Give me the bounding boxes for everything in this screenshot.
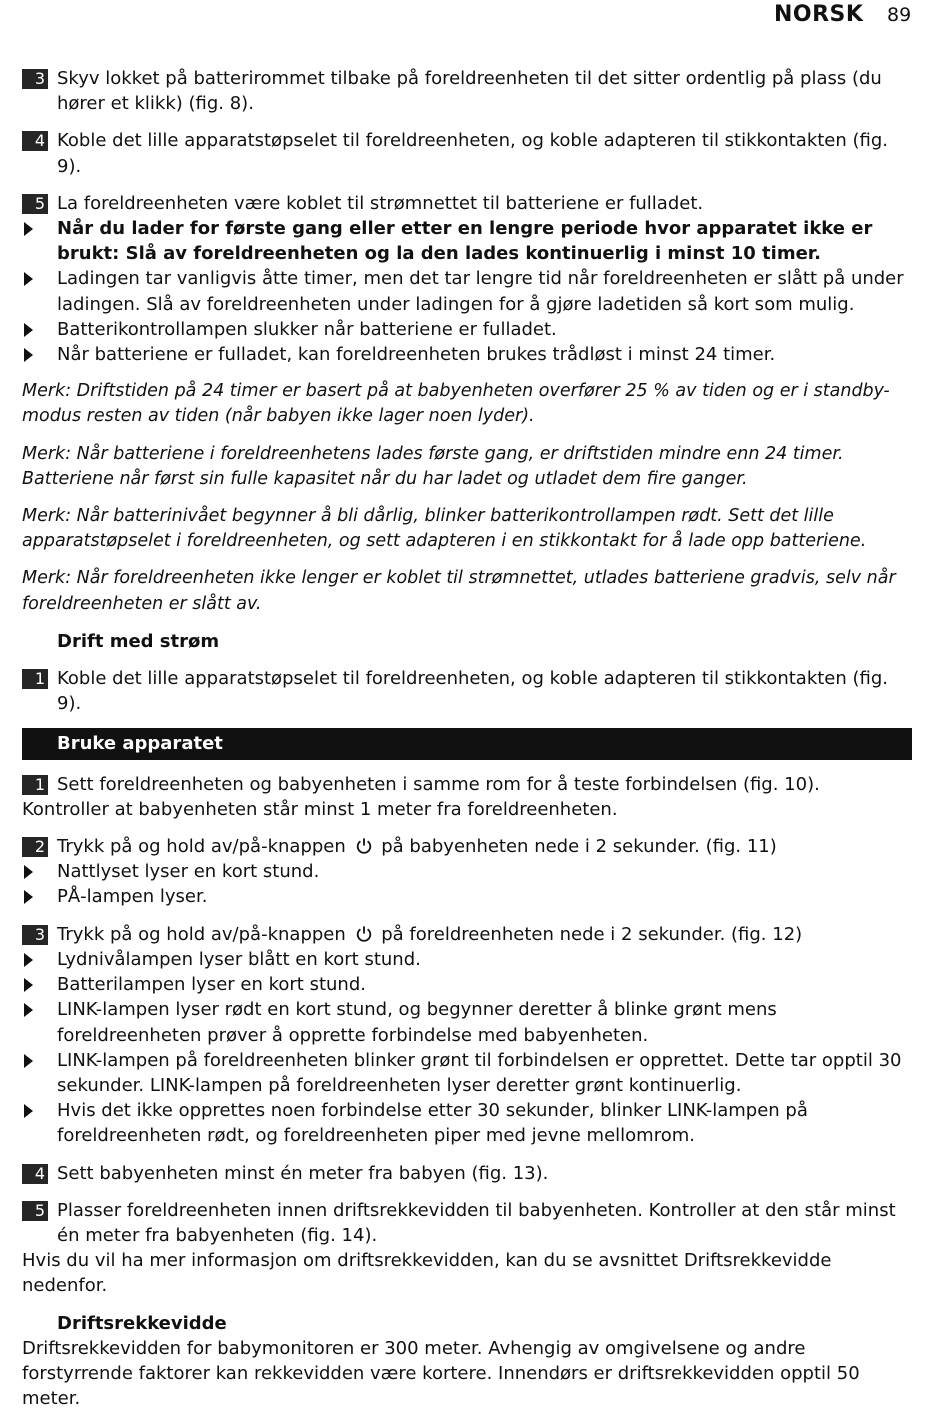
triangle-bullet-icon xyxy=(24,1003,33,1017)
note-operating-time: Merk: Driftstiden på 24 timer er basert på at babyenheten overfører 25 % av tiden og er i standby-modus resten av tiden (når babyen ikke lager noen lyder). xyxy=(22,381,890,427)
step-text: Skyv lokket på batterirommet tilbake på foreldreenheten til det sitter ordentlig på plass (du hører et klikk) (fig. 8). xyxy=(57,68,882,115)
use-step-2 xyxy=(22,834,914,859)
bullet-text: Batterilampen lyser en kort stund. xyxy=(57,974,366,996)
list-item xyxy=(22,884,914,909)
bullet-text: Ladingen tar vanligvis åtte timer, men det tar lengre tid når foreldreenheten er slått på under ladingen. Slå av foreldreenheten under ladingen for å gjøre ladetiden så kort som mulig. xyxy=(57,268,904,315)
list-item xyxy=(22,216,914,266)
triangle-bullet-icon xyxy=(24,953,33,967)
use-step-1-note: Kontroller at babyenheten står minst 1 meter fra foreldreenheten. xyxy=(22,798,618,820)
bullet-text: Når batteriene er fulladet, kan foreldreenheten brukes trådløst i minst 24 timer. xyxy=(57,344,776,366)
triangle-bullet-icon xyxy=(24,1054,33,1068)
subheading-drift: Drift med strøm xyxy=(57,630,220,652)
use-step-2-bullets xyxy=(22,859,914,909)
note-discharge: Merk: Når foreldreenheten ikke lenger er koblet til strømnettet, utlades batteriene gradvis, selv når foreldreenheten er slått av. xyxy=(22,568,896,614)
step-number: 4 xyxy=(22,131,48,151)
triangle-bullet-icon xyxy=(24,978,33,992)
page-content xyxy=(22,66,914,1411)
step-number: 5 xyxy=(22,194,48,214)
bullet-text: Når du lader for første gang eller etter en lengre periode hvor apparatet ikke er brukt: Slå av foreldreenheten og la den lades kontinuerlig i minst 10 timer. xyxy=(57,218,873,265)
bullet-text: LINK-lampen på foreldreenheten blinker grønt til forbindelsen er opprettet. Dette tar opptil 30 sekunder. LINK-lampen på foreldreenheten lyser deretter grønt kontinuerlig. xyxy=(57,1049,902,1096)
list-item xyxy=(22,1048,914,1098)
section-heading-bar: Bruke apparatet xyxy=(22,728,912,759)
step-text-b: på foreldreenheten nede i 2 sekunder. (fig. 12) xyxy=(381,923,803,945)
page-number: 89 xyxy=(887,4,912,26)
step-number: 4 xyxy=(22,1164,48,1184)
range-text: Driftsrekkevidden for babymonitoren er 300 meter. Avhengig av omgivelsene og andre forstyrrende faktorer kan rekkevidden være kortere. Innendørs er driftsrekkevidden opptil 50 meter. xyxy=(22,1337,860,1410)
step-text-a: Trykk på og hold av/på-knappen xyxy=(57,923,346,945)
bullet-text: PÅ-lampen lyser. xyxy=(57,886,208,908)
triangle-bullet-icon xyxy=(24,323,33,337)
list-item xyxy=(22,342,914,367)
list-item xyxy=(22,972,914,997)
triangle-bullet-icon xyxy=(24,1104,33,1118)
list-item xyxy=(22,859,914,884)
use-step-5-note: Hvis du vil ha mer informasjon om driftsrekkevidden, kan du se avsnittet Driftsrekkevidde nedenfor. xyxy=(22,1250,832,1297)
step-number: 3 xyxy=(22,69,48,89)
use-step-3 xyxy=(22,922,914,947)
power-icon xyxy=(355,925,373,943)
step-5-charge xyxy=(22,191,914,216)
note-low-battery: Merk: Når batterinivået begynner å bli dårlig, blinker batterikontrollampen rødt. Sett det lille apparatstøpselet i foreldreenheten, og sett adapteren i en stikkontakt for å lade opp batteriene. xyxy=(22,506,867,552)
bullet-text: Hvis det ikke opprettes noen forbindelse etter 30 sekunder, blinker LINK-lampen på foreldreenheten rødt, og foreldreenheten piper med jevne mellomrom. xyxy=(57,1100,808,1147)
step-text: Sett foreldreenheten og babyenheten i samme rom for å teste forbindelsen (fig. 10). xyxy=(57,773,820,795)
step-text: Sett babyenheten minst én meter fra babyen (fig. 13). xyxy=(57,1162,549,1184)
bullet-text: LINK-lampen lyser rødt en kort stund, og begynner deretter å blinke grønt mens foreldreenheten prøver å opprette forbindelse med babyenheten. xyxy=(57,999,777,1046)
bullet-text: Nattlyset lyser en kort stund. xyxy=(57,861,320,883)
list-item xyxy=(22,947,914,972)
step-text: La foreldreenheten være koblet til strømnettet til batteriene er fulladet. xyxy=(57,192,704,214)
list-item xyxy=(22,266,914,316)
charge-bullets xyxy=(22,216,914,367)
step-number: 3 xyxy=(22,925,48,945)
header-language: NORSK xyxy=(774,2,864,27)
step-text-a: Trykk på og hold av/på-knappen xyxy=(57,836,346,858)
triangle-bullet-icon xyxy=(24,222,33,236)
step-number: 1 xyxy=(22,669,48,689)
triangle-bullet-icon xyxy=(24,865,33,879)
use-step-1 xyxy=(22,772,914,797)
step-text: Plasser foreldreenheten innen driftsrekkevidden til babyenheten. Kontroller at den står minst én meter fra babyenheten (fig. 14). xyxy=(57,1199,896,1246)
triangle-bullet-icon xyxy=(24,348,33,362)
bullet-text: Lydnivålampen lyser blått en kort stund. xyxy=(57,948,421,970)
step-number: 2 xyxy=(22,837,48,857)
use-step-3-bullets xyxy=(22,947,914,1149)
list-item xyxy=(22,1098,914,1148)
step-text-b: på babyenheten nede i 2 sekunder. (fig. 11) xyxy=(381,836,777,858)
power-icon xyxy=(355,837,373,855)
step-4-connect-adapter xyxy=(22,128,914,178)
list-item xyxy=(22,997,914,1047)
use-step-5 xyxy=(22,1198,914,1248)
step-3-battery-cover xyxy=(22,66,914,116)
note-first-charge: Merk: Når batteriene i foreldreenhetens lades første gang, er driftstiden mindre enn 24 timer. Batteriene når først sin fulle kapasitet når du har ladet og utladet dem fire ganger. xyxy=(22,443,844,489)
triangle-bullet-icon xyxy=(24,272,33,286)
drift-step-1 xyxy=(22,666,914,716)
use-step-4 xyxy=(22,1161,914,1186)
step-number: 5 xyxy=(22,1201,48,1221)
bullet-text: Batterikontrollampen slukker når batteriene er fulladet. xyxy=(57,318,557,340)
step-text: Koble det lille apparatstøpselet til foreldreenheten, og koble adapteren til stikkontakten (fig. 9). xyxy=(57,668,889,715)
list-item xyxy=(22,317,914,342)
step-number: 1 xyxy=(22,775,48,795)
subheading-range: Driftsrekkevidde xyxy=(57,1312,227,1334)
triangle-bullet-icon xyxy=(24,890,33,904)
step-text: Koble det lille apparatstøpselet til foreldreenheten, og koble adapteren til stikkontakten (fig. 9). xyxy=(57,130,889,177)
